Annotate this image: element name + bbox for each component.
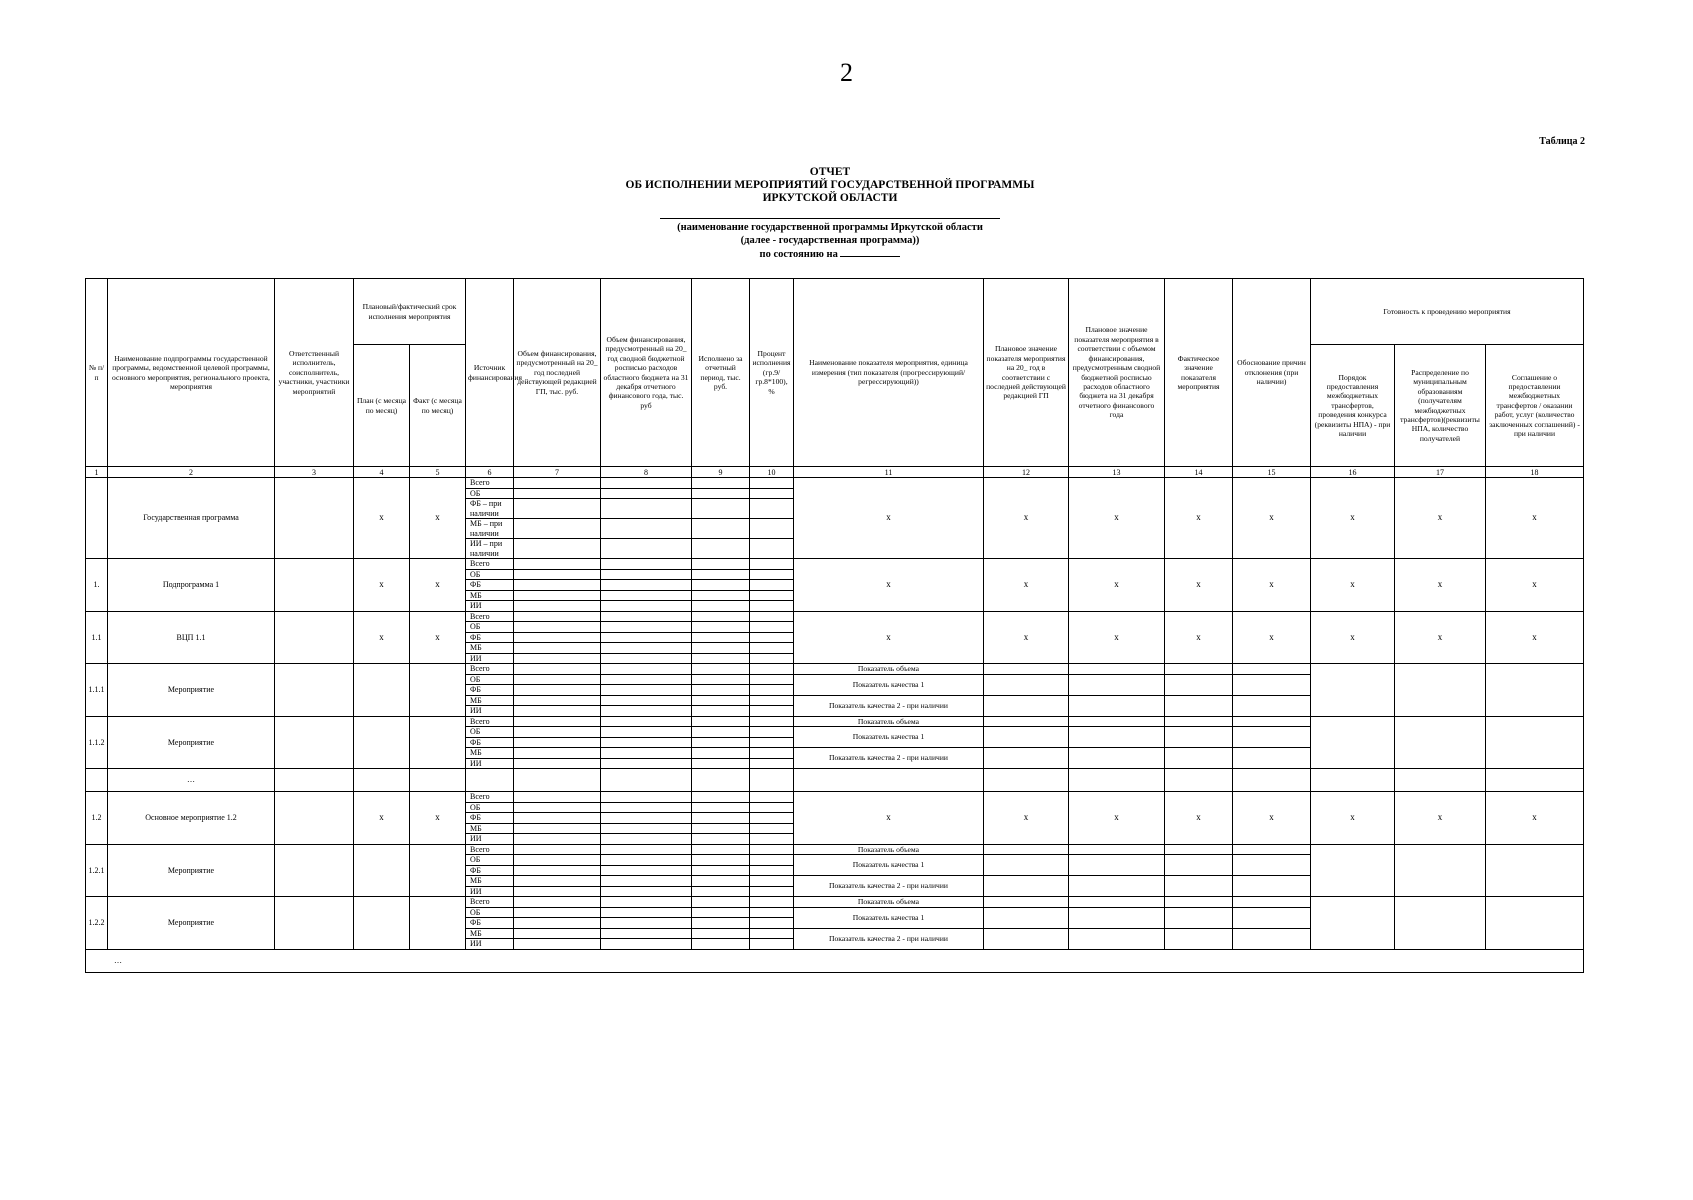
source-label: Всего bbox=[466, 716, 514, 727]
header-col-13: Плановое значение показателя мероприятия в соответствии с объемом финансирования, предусмотренным сводной бюджетной росписью расходов областного бюджета на 31 декабря отчетного финансового года bbox=[1069, 279, 1165, 467]
row-name: Мероприятие bbox=[108, 897, 275, 950]
indicator-quality-2: Показатель качества 2 - при наличии bbox=[794, 876, 984, 897]
column-number: 3 bbox=[275, 467, 354, 478]
cell-x: x bbox=[984, 478, 1069, 559]
cell-x: x bbox=[1311, 611, 1395, 664]
cell-x: x bbox=[354, 478, 410, 559]
row-number: 1.2 bbox=[86, 792, 108, 845]
cell-x: x bbox=[1233, 478, 1311, 559]
header-col-2: Наименование подпрограммы государственной программы, ведомственной целевой программы, основного мероприятия, регионального проекта, мероприятия bbox=[108, 279, 275, 467]
header-col-17: Распределение по муниципальным образованиям (получателям межбюджетных трансфертов)(реквизиты НПА, количество получателей bbox=[1395, 345, 1486, 467]
column-number: 6 bbox=[466, 467, 514, 478]
cell-x: x bbox=[410, 478, 466, 559]
header-col-12: Плановое значение показателя мероприятия на 20_ год в соответствии с последней действующей редакцией ГП bbox=[984, 279, 1069, 467]
header-col-14: Фактическое значение показателя мероприятия bbox=[1165, 279, 1233, 467]
cell-x: x bbox=[1311, 559, 1395, 612]
source-label: ИИ bbox=[466, 939, 514, 950]
header-col-16: Порядок предоставления межбюджетных трансфертов, проведения конкурса (реквизиты НПА) - при наличии bbox=[1311, 345, 1395, 467]
cell-x: x bbox=[984, 792, 1069, 845]
cell-x: x bbox=[794, 792, 984, 845]
row-number: 1. bbox=[86, 559, 108, 612]
indicator-quality-1: Показатель качества 1 bbox=[794, 674, 984, 695]
source-label: ФБ – при наличии bbox=[466, 499, 514, 519]
table-row bbox=[86, 897, 1584, 908]
row-number: 1.1.1 bbox=[86, 664, 108, 717]
header-col-3: Ответственный исполнитель, соисполнитель, участники, участники мероприятий bbox=[275, 279, 354, 467]
header-col-7: Объем финансирования, предусмотренный на 20_ год последней действующей редакцией ГП, тыс. руб. bbox=[514, 279, 601, 467]
cell-x: x bbox=[1233, 559, 1311, 612]
indicator-quality-2: Показатель качества 2 - при наличии bbox=[794, 928, 984, 949]
cell-x: x bbox=[1165, 611, 1233, 664]
source-label: ФБ bbox=[466, 813, 514, 824]
document-title bbox=[0, 166, 1660, 205]
subtitle-line-3 bbox=[0, 247, 1660, 261]
cell-x: x bbox=[354, 559, 410, 612]
source-label: ОБ bbox=[466, 569, 514, 580]
column-numbers-row bbox=[86, 467, 1584, 478]
source-label: ФБ bbox=[466, 580, 514, 591]
header-col-4: План (с месяца по месяц) bbox=[354, 345, 410, 467]
table-caption: Таблица 2 bbox=[1539, 136, 1585, 147]
source-label: Всего bbox=[466, 844, 514, 855]
column-number: 2 bbox=[108, 467, 275, 478]
cell-x: x bbox=[794, 611, 984, 664]
header-col-6: Источник финансирования bbox=[466, 279, 514, 467]
table-row bbox=[86, 664, 1584, 675]
program-name-blank-line bbox=[660, 218, 1000, 220]
column-number: 15 bbox=[1233, 467, 1311, 478]
source-label: ОБ bbox=[466, 622, 514, 633]
source-label: ИИ bbox=[466, 886, 514, 897]
source-label: Всего bbox=[466, 664, 514, 675]
cell-x: x bbox=[984, 611, 1069, 664]
column-number: 12 bbox=[984, 467, 1069, 478]
as-of-date-blank bbox=[840, 247, 900, 257]
source-label: ИИ – при наличии bbox=[466, 539, 514, 559]
indicator-volume: Показатель объема bbox=[794, 664, 984, 675]
column-number: 13 bbox=[1069, 467, 1165, 478]
source-label: ИИ bbox=[466, 834, 514, 845]
row-name: Мероприятие bbox=[108, 664, 275, 717]
source-label: Всего bbox=[466, 478, 514, 489]
page-number: 2 bbox=[840, 58, 853, 87]
indicator-volume: Показатель объема bbox=[794, 844, 984, 855]
source-label: МБ bbox=[466, 928, 514, 939]
source-label: МБ bbox=[466, 748, 514, 759]
table-row bbox=[86, 949, 1584, 972]
cell-x: x bbox=[1165, 792, 1233, 845]
column-number: 8 bbox=[601, 467, 692, 478]
source-label: МБ bbox=[466, 695, 514, 706]
source-label: Всего bbox=[466, 611, 514, 622]
cell-x: x bbox=[1165, 478, 1233, 559]
indicator-quality-1: Показатель качества 1 bbox=[794, 727, 984, 748]
source-label: ФБ bbox=[466, 865, 514, 876]
cell-x: x bbox=[1069, 611, 1165, 664]
table-row bbox=[86, 792, 1584, 803]
row-number bbox=[86, 478, 108, 559]
cell-x: x bbox=[1395, 611, 1486, 664]
row-name: Подпрограмма 1 bbox=[108, 559, 275, 612]
column-number: 14 bbox=[1165, 467, 1233, 478]
subtitle-line-1: (наименование государственной программы Иркутской области bbox=[677, 222, 983, 233]
row-name: ВЦП 1.1 bbox=[108, 611, 275, 664]
source-label: МБ bbox=[466, 590, 514, 601]
header-col-8: Объем финансирования, предусмотренный на 20_ год сводной бюджетной росписью расходов областного бюджета на 31 декабря отчетного финансового года, тыс. руб bbox=[601, 279, 692, 467]
source-label: ОБ bbox=[466, 727, 514, 738]
source-label: МБ bbox=[466, 876, 514, 887]
header-col-4-5-group: Плановый/фактический срок исполнения мероприятия bbox=[354, 279, 466, 345]
title-line-1: ОТЧЕТ bbox=[809, 166, 851, 178]
source-label: ИИ bbox=[466, 601, 514, 612]
row-number: 1.2.1 bbox=[86, 844, 108, 897]
source-label: ОБ bbox=[466, 907, 514, 918]
column-number: 10 bbox=[750, 467, 794, 478]
cell-empty bbox=[275, 611, 354, 664]
column-number: 1 bbox=[86, 467, 108, 478]
header-col-1: № п/п bbox=[86, 279, 108, 467]
source-label: ОБ bbox=[466, 674, 514, 685]
cell-x: x bbox=[1486, 611, 1584, 664]
column-number: 7 bbox=[514, 467, 601, 478]
source-label: ФБ bbox=[466, 685, 514, 696]
source-label: ОБ bbox=[466, 855, 514, 866]
document-subtitle bbox=[0, 218, 1660, 261]
cell-x: x bbox=[1233, 792, 1311, 845]
cell-x: x bbox=[354, 611, 410, 664]
cell-x: x bbox=[1395, 792, 1486, 845]
indicator-quality-1: Показатель качества 1 bbox=[794, 907, 984, 928]
source-label: ИИ bbox=[466, 653, 514, 664]
cell-empty bbox=[275, 478, 354, 559]
cell-x: x bbox=[1395, 559, 1486, 612]
table-row bbox=[86, 844, 1584, 855]
cell-x: x bbox=[1311, 792, 1395, 845]
subtitle-line-2: (далее - государственная программа)) bbox=[740, 235, 920, 246]
table-row bbox=[86, 559, 1584, 570]
source-label: ОБ bbox=[466, 802, 514, 813]
column-number: 5 bbox=[410, 467, 466, 478]
cell-empty bbox=[275, 792, 354, 845]
cell-x: x bbox=[1069, 559, 1165, 612]
cell-x: x bbox=[410, 559, 466, 612]
source-label: ФБ bbox=[466, 918, 514, 929]
source-label: Всего bbox=[466, 559, 514, 570]
source-label: ОБ bbox=[466, 488, 514, 499]
table-row bbox=[86, 611, 1584, 622]
header-col-10: Процент исполнения (гр.9/гр.8*100), % bbox=[750, 279, 794, 467]
indicator-volume: Показатель объема bbox=[794, 716, 984, 727]
source-label: ФБ bbox=[466, 737, 514, 748]
row-name: Государственная программа bbox=[108, 478, 275, 559]
table-row bbox=[86, 769, 1584, 792]
row-name: Мероприятие bbox=[108, 716, 275, 769]
indicator-quality-2: Показатель качества 2 - при наличии bbox=[794, 748, 984, 769]
source-label: МБ bbox=[466, 643, 514, 654]
row-number: 1.2.2 bbox=[86, 897, 108, 950]
indicator-quality-1: Показатель качества 1 bbox=[794, 855, 984, 876]
source-label: ИИ bbox=[466, 758, 514, 769]
column-number: 17 bbox=[1395, 467, 1486, 478]
source-label: МБ bbox=[466, 823, 514, 834]
cell-x: x bbox=[794, 559, 984, 612]
title-line-2: ОБ ИСПОЛНЕНИИ МЕРОПРИЯТИЙ ГОСУДАРСТВЕННОЙ ПРОГРАММЫ bbox=[625, 179, 1035, 191]
cell-x: x bbox=[1069, 478, 1165, 559]
header-col-9: Исполнено за отчетный период, тыс. руб. bbox=[692, 279, 750, 467]
row-name: Основное мероприятие 1.2 bbox=[108, 792, 275, 845]
indicator-volume: Показатель объема bbox=[794, 897, 984, 908]
column-number: 4 bbox=[354, 467, 410, 478]
table-row bbox=[86, 478, 1584, 489]
header-col-18: Соглашение о предоставлении межбюджетных трансфертов / оказании работ, услуг (количество заключенных соглашений) - при наличии bbox=[1486, 345, 1584, 467]
cell-x: x bbox=[410, 792, 466, 845]
source-label: ФБ bbox=[466, 632, 514, 643]
row-name: Мероприятие bbox=[108, 844, 275, 897]
row-number: 1.1 bbox=[86, 611, 108, 664]
cell-x: x bbox=[354, 792, 410, 845]
cell-x: x bbox=[984, 559, 1069, 612]
column-number: 9 bbox=[692, 467, 750, 478]
ellipsis-cell: … bbox=[108, 769, 275, 792]
cell-x: x bbox=[1395, 478, 1486, 559]
cell-x: x bbox=[1311, 478, 1395, 559]
column-number: 11 bbox=[794, 467, 984, 478]
header-col-16-18-group: Готовность к проведению мероприятия bbox=[1311, 279, 1584, 345]
cell-empty bbox=[275, 559, 354, 612]
title-line-3: ИРКУТСКОЙ ОБЛАСТИ bbox=[762, 192, 898, 204]
cell-x: x bbox=[1165, 559, 1233, 612]
report-table bbox=[85, 278, 1584, 973]
cell-x: x bbox=[1069, 792, 1165, 845]
row-number: 1.1.2 bbox=[86, 716, 108, 769]
cell-x: x bbox=[1233, 611, 1311, 664]
cell-x: x bbox=[794, 478, 984, 559]
table-row bbox=[86, 716, 1584, 727]
source-label: ИИ bbox=[466, 706, 514, 717]
source-label: МБ – при наличии bbox=[466, 519, 514, 539]
header-col-11: Наименование показателя мероприятия, единица измерения (тип показателя (прогрессирующий/регрессирующий)) bbox=[794, 279, 984, 467]
header-col-5: Факт (с месяца по месяц) bbox=[410, 345, 466, 467]
cell-x: x bbox=[1486, 559, 1584, 612]
cell-x: x bbox=[1486, 478, 1584, 559]
source-label: Всего bbox=[466, 897, 514, 908]
indicator-quality-2: Показатель качества 2 - при наличии bbox=[794, 695, 984, 716]
column-number: 18 bbox=[1486, 467, 1584, 478]
source-label: Всего bbox=[466, 792, 514, 803]
as-of-label: по состоянию на bbox=[759, 249, 838, 260]
header-col-15: Обоснование причин отклонения (при наличии) bbox=[1233, 279, 1311, 467]
ellipsis-cell: … bbox=[86, 949, 1584, 972]
cell-x: x bbox=[410, 611, 466, 664]
column-number: 16 bbox=[1311, 467, 1395, 478]
cell-x: x bbox=[1486, 792, 1584, 845]
